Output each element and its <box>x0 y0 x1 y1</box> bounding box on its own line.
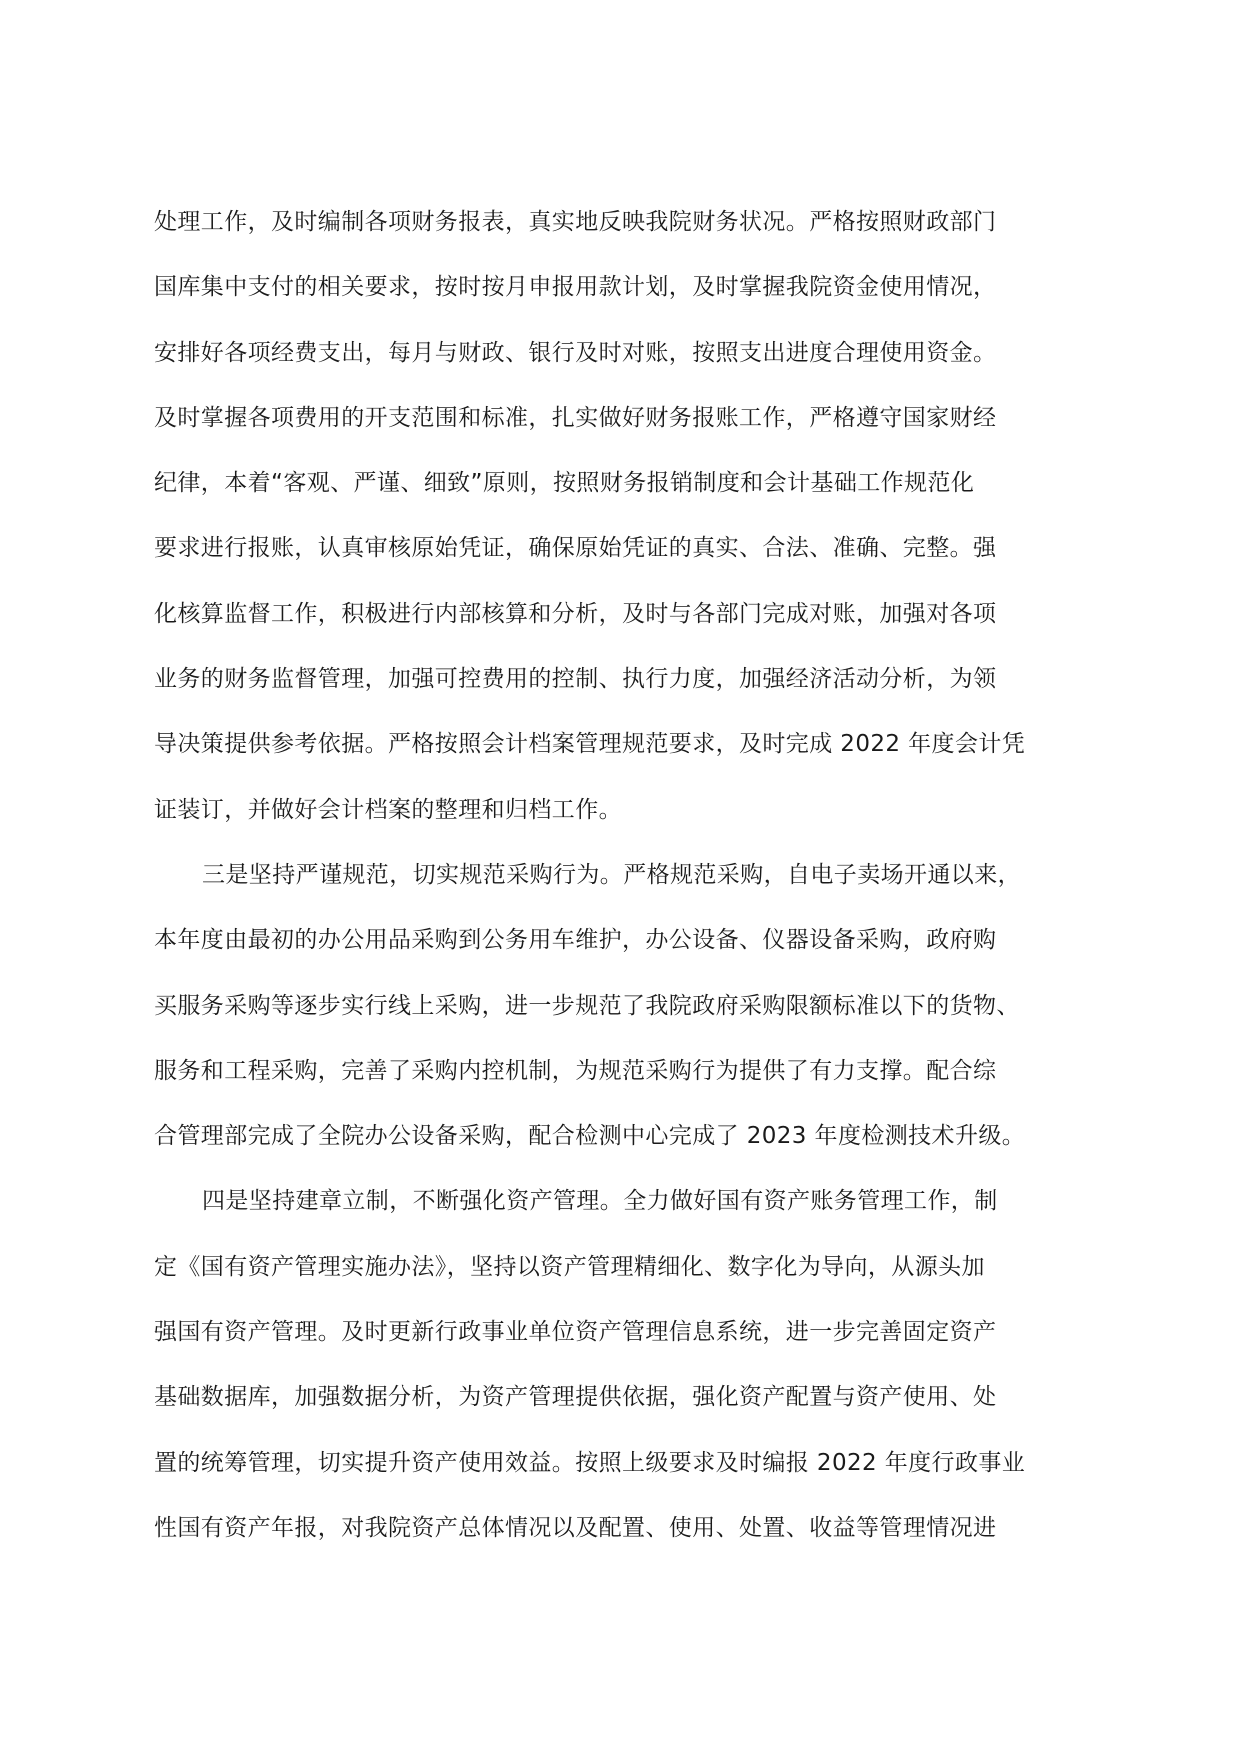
text-line: 本年度由最初的办公用品采购到公务用车维护，办公设备、仪器设备采购，政府购 <box>154 927 997 954</box>
body-text <box>154 190 1074 1561</box>
text-line: 合管理部完成了全院办公设备采购，配合检测中心完成了 2023 年度检测技术升级。 <box>154 1123 1026 1150</box>
text-line: 三是坚持严谨规范，切实规范采购行为。严格规范采购，自电子卖场开通以来， <box>202 861 1021 888</box>
text-line: 置的统筹管理，切实提升资产使用效益。按照上级要求及时编报 2022 年度行政事业 <box>154 1449 1026 1476</box>
text-line: 业务的财务监督管理，加强可控费用的控制、执行力度，加强经济活动分析，为领 <box>154 666 997 693</box>
text-line: 四是坚持建章立制，不断强化资产管理。全力做好国有资产账务管理工作，制 <box>202 1188 998 1215</box>
text-line: 国库集中支付的相关要求，按时按月申报用款计划，及时掌握我院资金使用情况， <box>154 274 997 301</box>
text-line: 处理工作，及时编制各项财务报表，真实地反映我院财务状况。严格按照财政部门 <box>154 209 997 235</box>
text-line: 强国有资产管理。及时更新行政事业单位资产管理信息系统，进一步完善固定资产 <box>154 1319 997 1346</box>
text-line: 证装订，并做好会计档案的整理和归档工作。 <box>154 796 622 823</box>
text-line: 基础数据库，加强数据分析，为资产管理提供依据，强化资产配置与资产使用、处 <box>154 1384 997 1411</box>
text-line: 导决策提供参考依据。严格按照会计档案管理规范要求，及时完成 2022 年度会计凭 <box>154 731 1026 758</box>
text-line: 服务和工程采购，完善了采购内控机制，为规范采购行为提供了有力支撑。配合综 <box>154 1057 997 1084</box>
text-line: 性国有资产年报，对我院资产总体情况以及配置、使用、处置、收益等管理情况进 <box>154 1514 997 1541</box>
text-line: 买服务采购等逐步实行线上采购，进一步规范了我院政府采购限额标准以下的货物、 <box>154 992 1020 1019</box>
text-line: 定《国有资产管理实施办法》，坚持以资产管理精细化、数字化为导向，从源头加 <box>154 1253 985 1280</box>
text-line: 及时掌握各项费用的开支范围和标准，扎实做好财务报账工作，严格遵守国家财经 <box>154 404 997 431</box>
text-line: 纪律，本着“客观、严谨、细致”原则，按照财务报销制度和会计基础工作规范化 <box>154 470 975 497</box>
text-line: 安排好各项经费支出，每月与财政、银行及时对账，按照支出进度合理使用资金。 <box>154 339 997 366</box>
text-line: 化核算监督工作，积极进行内部核算和分析，及时与各部门完成对账，加强对各项 <box>154 600 997 627</box>
text-line: 要求进行报账，认真审核原始凭证，确保原始凭证的真实、合法、准确、完整。强 <box>154 535 997 562</box>
